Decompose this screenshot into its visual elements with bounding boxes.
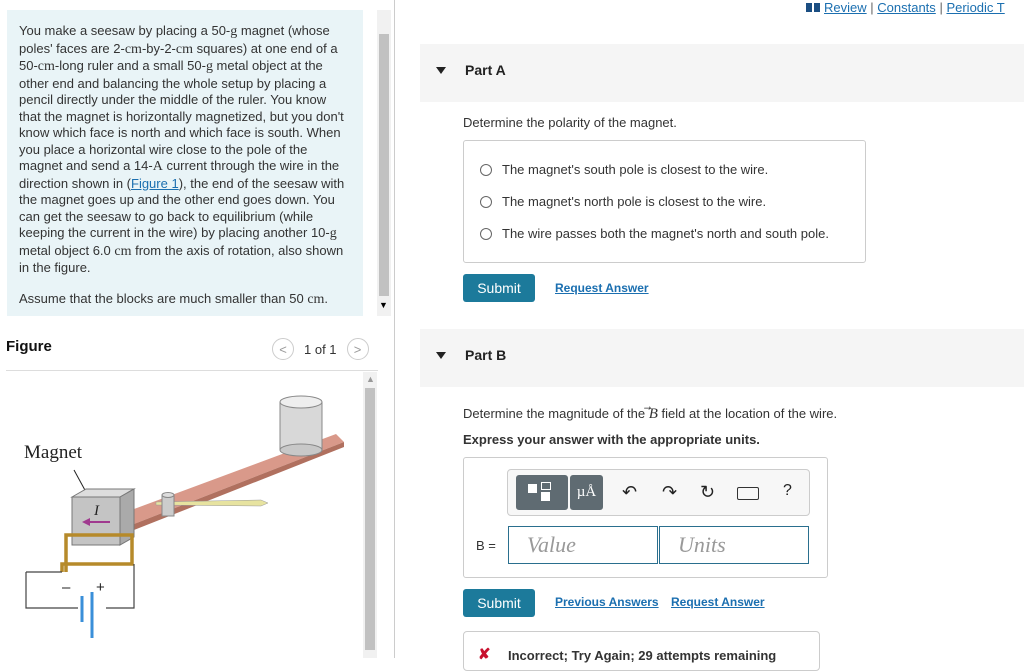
part-b-header[interactable] xyxy=(420,329,1024,387)
templates-button[interactable] xyxy=(516,475,568,510)
feedback-text: Incorrect; Try Again; 29 attempts remaining xyxy=(508,648,777,663)
plus-label: + xyxy=(96,579,105,596)
collapse-icon xyxy=(436,67,446,74)
chevron-left-icon: < xyxy=(279,341,287,357)
part-b-label: Part B xyxy=(465,347,507,363)
keyboard-icon[interactable] xyxy=(737,487,759,500)
radio-button[interactable] xyxy=(480,164,492,176)
cylinder-top xyxy=(280,396,322,408)
assumption-paragraph: Assume that the blocks are much smaller than 50 cm. xyxy=(19,290,329,307)
collapse-icon xyxy=(436,352,446,359)
error-x-icon: ✘ xyxy=(478,646,491,663)
part-b-question: Determine the magnitude of the B field at the location of the wire. xyxy=(463,406,838,422)
problem-paragraph: You make a seesaw by placing a 50-g magnet (whose poles' faces are 2-cm-by-2-cm squares) at one end of a 50-cm-long ruler and a small 50-g metal object at the other end and balancing the whole setup by placing a pencil directly under the middle of the ruler. You know that the magnet is horizontally magnetized, but you don't know which face is north and which face is south. When you place a horizontal wire close to the pole of the magnet and send a 14-A current through the wire in the direction shown in (Figure 1), the end of the seesaw with the magnet goes up and the other end goes down. You can get the seesaw to go back to equilibrium (while keeping the current in the wire) by placing another 10-g metal object 6.0 cm from the axis of rotation, also shown in the figure. xyxy=(19,23,345,275)
reset-icon[interactable]: ↻ xyxy=(700,482,716,502)
magnet-pointer xyxy=(74,470,86,492)
figure-counter: 1 of 1 xyxy=(304,341,337,357)
seesaw-figure xyxy=(6,372,362,658)
undo-icon[interactable]: ↶ xyxy=(622,482,638,502)
feedback-box xyxy=(463,631,820,671)
units-input[interactable]: Units xyxy=(659,526,809,564)
current-label: I xyxy=(94,503,99,519)
variable-label: B = xyxy=(476,538,496,553)
radio-button[interactable] xyxy=(480,228,492,240)
part-a-question: Determine the polarity of the magnet. xyxy=(463,115,677,130)
review-link[interactable]: Review xyxy=(824,0,867,15)
book-icon xyxy=(806,3,820,12)
option-north[interactable]: The magnet's north pole is closest to the wire. xyxy=(480,194,766,209)
small-object-top xyxy=(162,493,174,498)
figure-title: Figure xyxy=(6,338,52,355)
chevron-right-icon: > xyxy=(353,341,362,357)
figure-link[interactable]: Figure 1 xyxy=(131,175,179,191)
polarity-options xyxy=(463,140,866,263)
help-icon[interactable]: ? xyxy=(783,482,792,499)
units-button[interactable]: µÅ xyxy=(570,475,603,510)
next-figure-button[interactable] xyxy=(347,338,369,360)
part-b-submit-button[interactable]: Submit xyxy=(463,589,535,617)
part-a-submit-button[interactable]: Submit xyxy=(463,274,535,302)
top-links: Review | Constants | Periodic T xyxy=(806,0,1005,15)
minus-label: – xyxy=(62,579,71,596)
part-a-label: Part A xyxy=(465,62,506,78)
cylinder-body xyxy=(280,402,322,450)
prev-figure-button[interactable] xyxy=(272,338,294,360)
constants-link[interactable]: Constants xyxy=(877,0,936,15)
part-b-instruction: Express your answer with the appropriate units. xyxy=(463,432,760,447)
templates-icon xyxy=(528,484,537,493)
option-both[interactable]: The wire passes both the magnet's north and south pole. xyxy=(480,226,829,241)
part-a-request-answer-link[interactable]: Request Answer xyxy=(555,281,649,295)
figure-divider xyxy=(6,370,378,371)
value-input[interactable]: Value xyxy=(508,526,658,564)
problem-statement xyxy=(7,10,363,316)
part-a-header[interactable] xyxy=(420,44,1024,102)
previous-answers-link[interactable]: Previous Answers xyxy=(555,595,659,609)
scrollbar-thumb[interactable] xyxy=(379,34,389,296)
circuit-wire xyxy=(26,572,134,608)
scroll-up-icon[interactable]: ▲ xyxy=(366,374,375,384)
small-object xyxy=(162,495,174,516)
radio-button[interactable] xyxy=(480,196,492,208)
redo-icon[interactable]: ↷ xyxy=(662,482,678,502)
cylinder-bottom xyxy=(280,444,322,456)
panel-divider xyxy=(394,0,395,658)
option-south[interactable]: The magnet's south pole is closest to the wire. xyxy=(480,162,768,177)
magnet-label: Magnet xyxy=(24,442,83,463)
figure-scrollbar[interactable] xyxy=(363,372,377,658)
part-b-request-answer-link[interactable]: Request Answer xyxy=(671,595,765,609)
problem-scrollbar[interactable] xyxy=(377,10,391,316)
figure-pager xyxy=(272,338,369,360)
scroll-down-icon[interactable]: ▼ xyxy=(379,300,388,310)
scrollbar-thumb[interactable] xyxy=(365,388,375,650)
periodic-table-link[interactable]: Periodic T xyxy=(946,0,1005,15)
math-toolbar xyxy=(507,469,810,516)
